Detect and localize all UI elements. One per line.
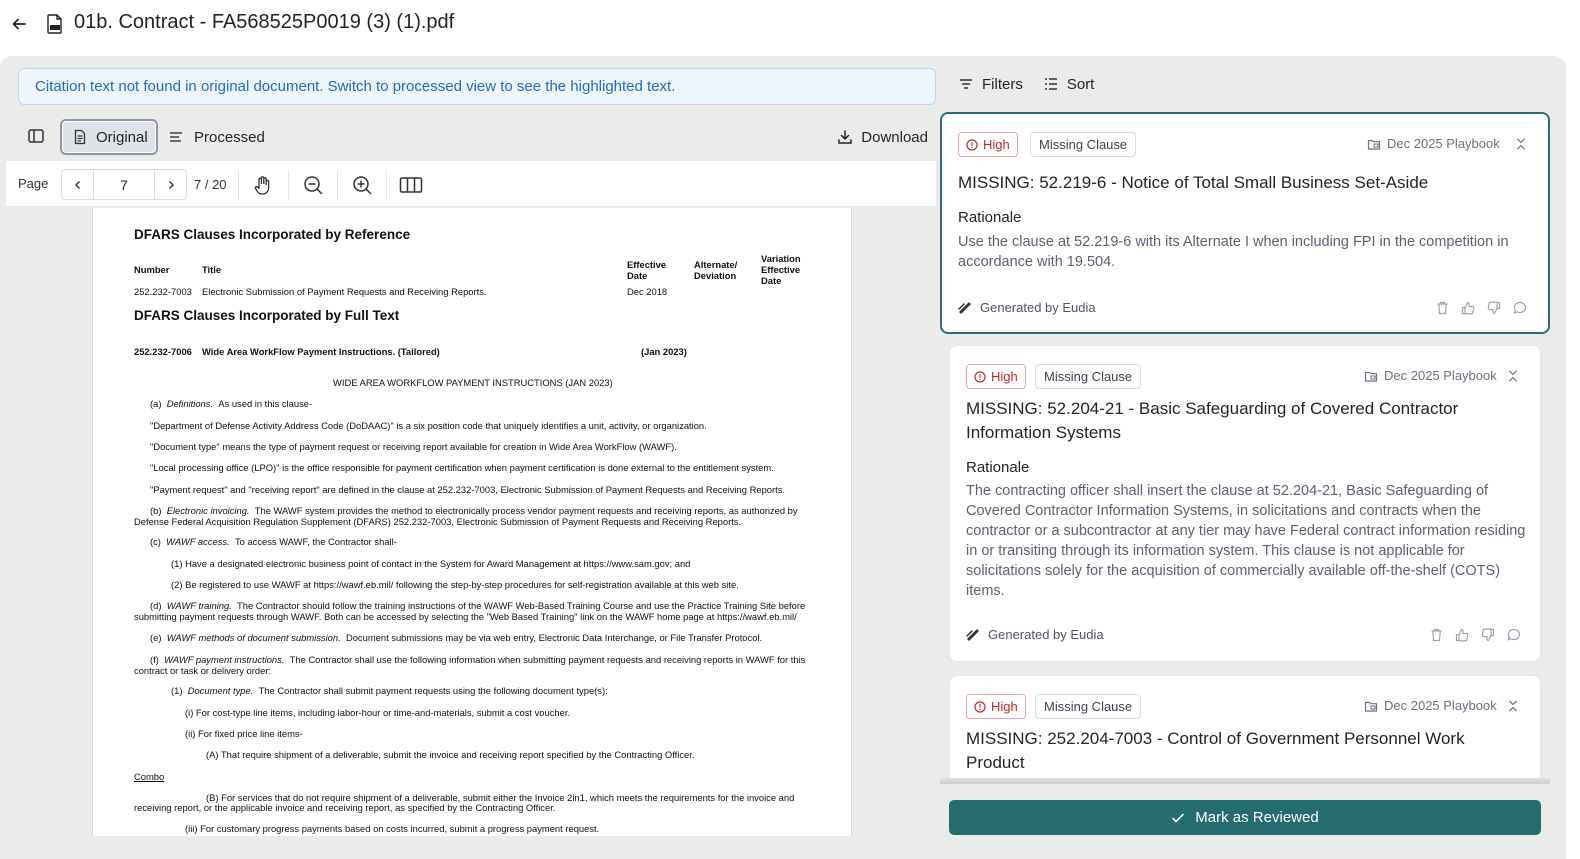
- comment-icon[interactable]: [1512, 300, 1528, 316]
- pdf-col-effective-date: Date: [627, 270, 648, 281]
- generated-by: Generated by Eudia: [966, 627, 1104, 642]
- filter-icon: [958, 76, 974, 92]
- issue-actions: [1434, 300, 1528, 316]
- check-icon: [1171, 811, 1185, 825]
- pdf-para-f: (f) WAWF payment instructions. The Contractor shall use the following information when submitting payment requests and receiving reports in WAWF for this: [150, 654, 806, 665]
- view-processed-label: Processed: [194, 128, 265, 146]
- page-navigator: [61, 169, 187, 200]
- download-label: Download: [861, 128, 928, 146]
- issue-card[interactable]: [949, 345, 1541, 662]
- mark-as-reviewed-label: Mark as Reviewed: [1195, 809, 1319, 826]
- issue-card[interactable]: [949, 675, 1541, 782]
- page-layout-icon[interactable]: [386, 170, 434, 200]
- issue-title: MISSING: 52.204-21 - Basic Safeguarding of Covered Contractor Information Systems: [966, 399, 1459, 442]
- pdf-page: [92, 208, 852, 836]
- pdf-para-d-cont: submitting payment requests through WAWF. Both can be accessed by selecting the "Web Based Training" link on the WAWF home page at https://wawf.eb.mil/: [134, 611, 797, 622]
- generated-by: Generated by Eudia: [958, 300, 1096, 315]
- issue-type-badge: Missing Clause: [1030, 132, 1136, 157]
- citation-notice: Citation text not found in original document. Switch to processed view to see the highlighted text.: [18, 68, 936, 105]
- chevron-right-icon: [166, 180, 176, 190]
- sort-button[interactable]: [1043, 76, 1095, 93]
- pdf-para-a: (a) Definitions. As used in this clause-: [150, 398, 313, 409]
- playbook-icon: [1364, 699, 1378, 713]
- playbook-tag: Dec 2025 Playbook: [1367, 136, 1500, 151]
- collapse-chevrons-icon[interactable]: [1504, 697, 1522, 715]
- document-icon: [72, 129, 88, 145]
- sort-label: Sort: [1066, 75, 1095, 93]
- issue-type-badge: Missing Clause: [1035, 694, 1141, 719]
- next-page-button[interactable]: [154, 170, 186, 199]
- pdf-toolbar: [6, 161, 936, 207]
- pdf-para-fiii: (iii) For customary progress payments based on costs incurred, submit a progress payment request.: [185, 823, 600, 834]
- rationale-text: Use the clause at 52.219-6 with its Alternate I when including FPI in the competition in accordance with 19.504.: [958, 234, 1509, 270]
- pdf-para-e: (e) WAWF methods of document submission. Document submissions may be via web entry, Electronic Data Interchange, or File Transfer Protocol.: [150, 632, 763, 643]
- chevron-left-icon: [73, 180, 83, 190]
- pdf-clause-id: 252.232-7006: [134, 346, 192, 357]
- sort-icon: [1043, 76, 1059, 92]
- view-original-button[interactable]: [60, 119, 158, 155]
- document-title: 01b. Contract - FA568525P0019 (3) (1).pdf: [74, 11, 455, 33]
- issue-actions: [1428, 627, 1522, 643]
- pdf-para-f-cont: contract or task or delivery order:: [134, 665, 272, 676]
- zoom-out-icon[interactable]: [288, 170, 336, 200]
- pdf-col-effective: Effective: [627, 259, 667, 270]
- pdf-para-d: (d) WAWF training. The Contractor should follow the training instructions of the WAWF Web-Based Training Course and use the Practice Training Site before: [150, 600, 806, 611]
- playbook-icon: [1367, 137, 1381, 151]
- pdf-col-deviation: Deviation: [694, 270, 737, 281]
- pdf-col-variation-effective: Effective: [761, 264, 801, 275]
- thumbs-down-icon[interactable]: [1486, 300, 1502, 316]
- pdf-para-fii: (ii) For fixed price line items-: [185, 728, 303, 739]
- sidebar-toggle-icon[interactable]: [26, 126, 46, 146]
- pdf-col-variation: Variation: [761, 253, 801, 264]
- pdf-row-title: Electronic Submission of Payment Requests and Receiving Reports.: [202, 286, 487, 297]
- comment-icon[interactable]: [1506, 627, 1522, 643]
- delete-icon[interactable]: [1434, 300, 1450, 316]
- filters-label: Filters: [982, 75, 1023, 93]
- playbook-icon: [1364, 369, 1378, 383]
- pdf-def-4: "Payment request" and "receiving report" are defined in the clause at 252.232-7003, Electronic Submission of Payment Requests and Receiving Reports.: [150, 484, 786, 495]
- thumbs-up-icon[interactable]: [1460, 300, 1476, 316]
- download-button[interactable]: [837, 119, 928, 155]
- playbook-tag: Dec 2025 Playbook: [1364, 368, 1497, 383]
- pan-hand-icon[interactable]: [238, 170, 286, 200]
- rationale-heading: Rationale: [958, 209, 1022, 226]
- issue-title: MISSING: 52.219-6 - Notice of Total Small Business Set-Aside: [958, 173, 1429, 192]
- pdf-def-3: "Local processing office (LPO)" is the office responsible for payment certification when payment certification is done external to the entitlement system.: [150, 462, 774, 473]
- collapse-chevrons-icon[interactable]: [1504, 367, 1522, 385]
- delete-icon[interactable]: [1428, 627, 1444, 643]
- pdf-para-fB: (B) For services that do not require shipment of a deliverable, submit either the Invoice 2in1, which meets the requirements for the invoice and: [206, 792, 795, 803]
- eudia-logo-icon: [958, 302, 972, 314]
- pdf-col-number: Number: [134, 264, 170, 275]
- issues-toolbar: [958, 72, 1114, 96]
- pdf-para-f1: (1) Document type. The Contractor shall submit payment requests using the following document type(s):: [171, 685, 608, 696]
- pdf-center-title: WIDE AREA WORKFLOW PAYMENT INSTRUCTIONS (JAN 2023): [333, 377, 613, 388]
- pdf-combo-label: Combo: [134, 771, 165, 782]
- download-icon: [837, 129, 853, 145]
- thumbs-down-icon[interactable]: [1480, 627, 1496, 643]
- pdf-clause-date: (Jan 2023): [641, 346, 687, 357]
- severity-badge: High: [966, 364, 1026, 389]
- view-processed-button[interactable]: [166, 119, 276, 155]
- alert-circle-icon: [974, 371, 986, 383]
- issue-card[interactable]: [940, 112, 1550, 334]
- pdf-row-number: 252.232-7003: [134, 286, 192, 297]
- rationale-text: The contracting officer shall insert the clause at 52.204-21, Basic Safeguarding of Covered Contractor Information Systems, in solicitations and contracts when the contractor or a subcontractor at any tier may have Federal contract information residing in or transiting through its information system. This clause is not applicable for solicitations solely for the acquisition of commercially available off-the-shelf (COTS) items.: [966, 483, 1526, 599]
- header-bar: [0, 0, 1580, 48]
- pdf-heading-2: DFARS Clauses Incorporated by Full Text: [134, 308, 400, 323]
- filters-button[interactable]: [958, 76, 1023, 93]
- pdf-def-2: "Document type" means the type of payment request or receiving report available for creation in Wide Area WorkFlow (WAWF).: [150, 441, 677, 452]
- page-number-input[interactable]: [94, 170, 154, 199]
- pdf-file-icon: [47, 14, 63, 34]
- page-count: 7 / 20: [194, 177, 227, 192]
- previous-page-button[interactable]: [62, 170, 94, 199]
- text-lines-icon: [168, 129, 184, 145]
- playbook-tag: Dec 2025 Playbook: [1364, 698, 1497, 713]
- issues-list[interactable]: [940, 110, 1552, 782]
- pdf-col-alternate: Alternate/: [694, 259, 738, 270]
- severity-badge: High: [958, 132, 1018, 157]
- alert-circle-icon: [974, 701, 986, 713]
- alert-circle-icon: [966, 139, 978, 151]
- view-original-label: Original: [96, 128, 148, 146]
- eudia-logo-icon: [966, 629, 980, 641]
- pdf-para-c1: (1) Have a designated electronic business point of contact in the System for Award Management at https://www.sam.gov; and: [171, 558, 691, 569]
- pdf-para-fA: (A) That require shipment of a deliverable, submit the invoice and receiving report specified by the Contracting Officer.: [206, 749, 695, 760]
- issue-type-badge: Missing Clause: [1035, 364, 1141, 389]
- pdf-col-variation-date: Date: [761, 275, 782, 286]
- zoom-in-icon[interactable]: [337, 170, 385, 200]
- pdf-heading: DFARS Clauses Incorporated by Reference: [134, 227, 411, 242]
- pdf-para-fB-cont: receiving report, or the applicable invoice and receiving report, as specified by the Contracting Officer.: [134, 802, 556, 813]
- page-label: Page: [18, 176, 49, 191]
- issue-title: MISSING: 252.204-7003 - Control of Government Personnel Work Product: [966, 729, 1465, 772]
- view-toolbar: [18, 118, 936, 156]
- thumbs-up-icon[interactable]: [1454, 627, 1470, 643]
- collapse-chevrons-icon[interactable]: [1512, 135, 1530, 153]
- pdf-para-c2: (2) Be registered to use WAWF at https://wawf.eb.mil/ following the step-by-step procedures for self-registration available at this web site.: [171, 579, 739, 590]
- pdf-row-date: Dec 2018: [627, 286, 668, 297]
- back-arrow-icon[interactable]: [8, 13, 30, 35]
- pdf-para-c: (c) WAWF access. To access WAWF, the Contractor shall-: [150, 536, 397, 547]
- mark-as-reviewed-button[interactable]: [949, 800, 1541, 835]
- rationale-heading: Rationale: [966, 459, 1030, 476]
- pdf-para-fi: (i) For cost-type line items, including labor-hour or time-and-materials, submit a cost voucher.: [185, 707, 571, 718]
- pdf-def-1: "Department of Defense Activity Address Code (DoDAAC)" is a six position code that uniquely identifies a unit, activity, or organization.: [150, 420, 707, 431]
- pdf-para-b: (b) Electronic invoicing. The WAWF system provides the method to electronically process vendor payment requests and receiving reports, as authorized by: [150, 505, 798, 516]
- pdf-viewport[interactable]: [6, 208, 936, 836]
- severity-badge: High: [966, 694, 1026, 719]
- list-divider: [940, 778, 1550, 784]
- pdf-col-title: Title: [202, 264, 222, 275]
- pdf-clause-title: Wide Area WorkFlow Payment Instructions. (Tailored): [202, 346, 440, 357]
- pdf-para-b-cont: Defense Federal Acquisition Regulation Supplement (DFARS) 252.232-7003, Electronic Submission of Payment Requests and Receiving Reports.: [134, 516, 742, 527]
